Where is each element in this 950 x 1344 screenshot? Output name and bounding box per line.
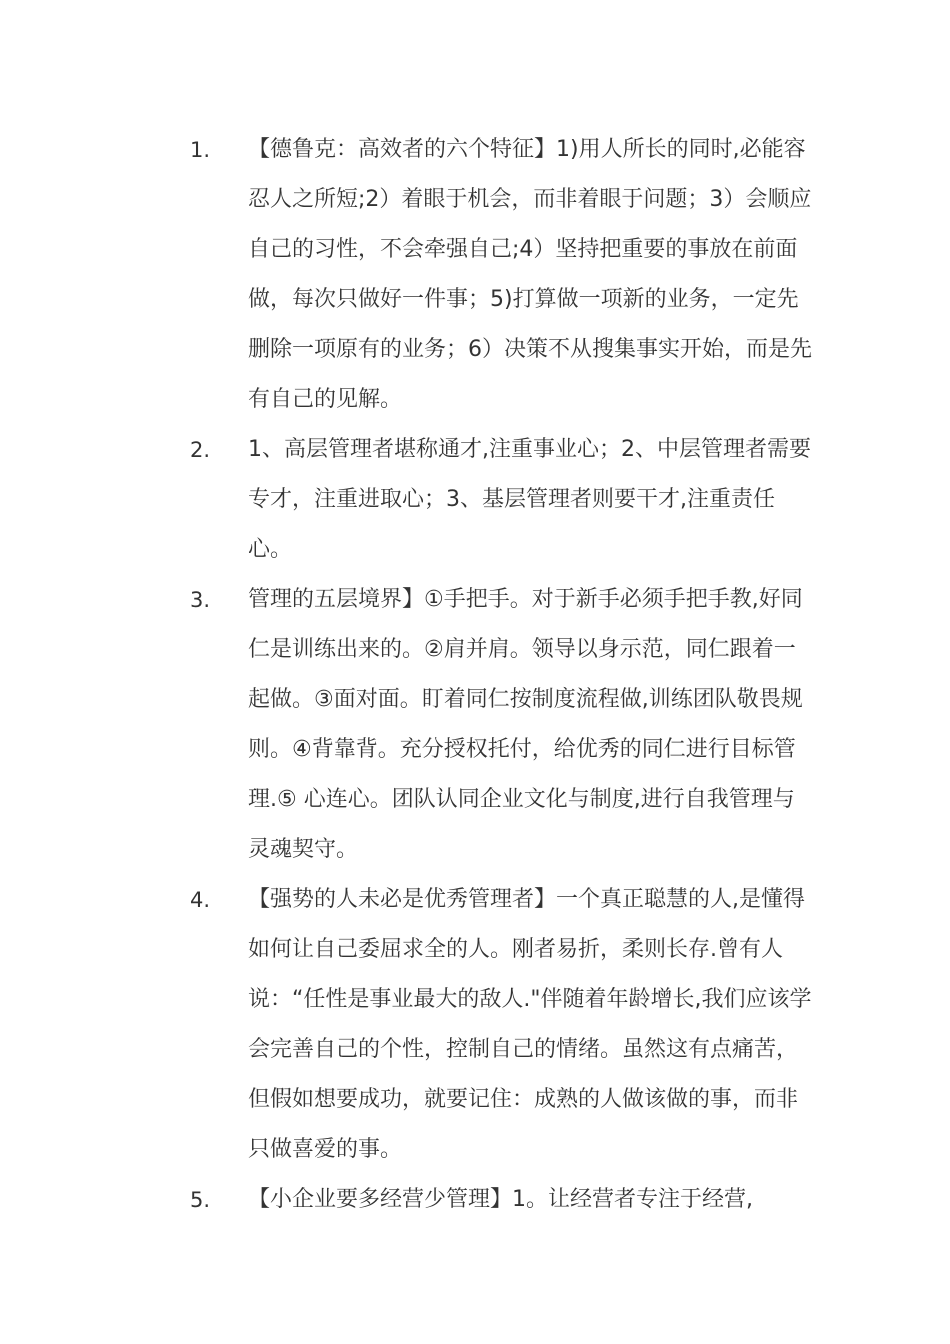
list-item-text: 【小企业要多经营少管理】1。让经营者专注于经营, [248,1187,753,1212]
list-item-text: 【强势的人未必是优秀管理者】一个真正聪慧的人,是懂得如何让自己委屈求全的人。刚者易折，柔则长存.曾有人说：“任性是事业最大的敌人."伴随着年龄增长,我们应该学会完善自己的个性，控制自己的情绪。虽然这有点痛苦，但假如想要成功，就要记住：成熟的人做该做的事，而非只做喜爱的事。 [248,887,812,1162]
list-item [190,125,820,425]
list-item-number: 5. [190,1188,211,1212]
list-item [190,1175,820,1225]
list-item [190,875,820,1175]
list-item-number: 1. [190,138,211,162]
list-item-text: 管理的五层境界】①手把手。对于新手必须手把手教,好同仁是训练出来的。②肩并肩。领导以身示范，同仁跟着一起做。③面对面。盯着同仁按制度流程做,训练团队敬畏规则。④背靠背。充分授权托付，给优秀的同仁进行目标管理.⑤ 心连心。团队认同企业文化与制度,进行自我管理与灵魂契守。 [248,587,803,862]
list-item-number: 2. [190,438,211,462]
list-item-number: 3. [190,588,211,612]
list-item-number: 4. [190,888,211,912]
list-item-text: 1、高层管理者堪称通才,注重事业心；2、中层管理者需要专才，注重进取心；3、基层管理者则要干才,注重责任心。 [248,437,811,562]
numbered-list [190,125,820,1225]
list-item-text: 【德鲁克：高效者的六个特征】1)用人所长的同时,必能容忍人之所短;2）着眼于机会，而非着眼于问题；3）会顺应自己的习性，不会牵强自己;4）坚持把重要的事放在前面做，每次只做好一件事；5)打算做一项新的业务，一定先删除一项原有的业务；6）决策不从搜集事实开始，而是先有自己的见解。 [248,137,812,412]
list-item [190,425,820,575]
list-item [190,575,820,875]
